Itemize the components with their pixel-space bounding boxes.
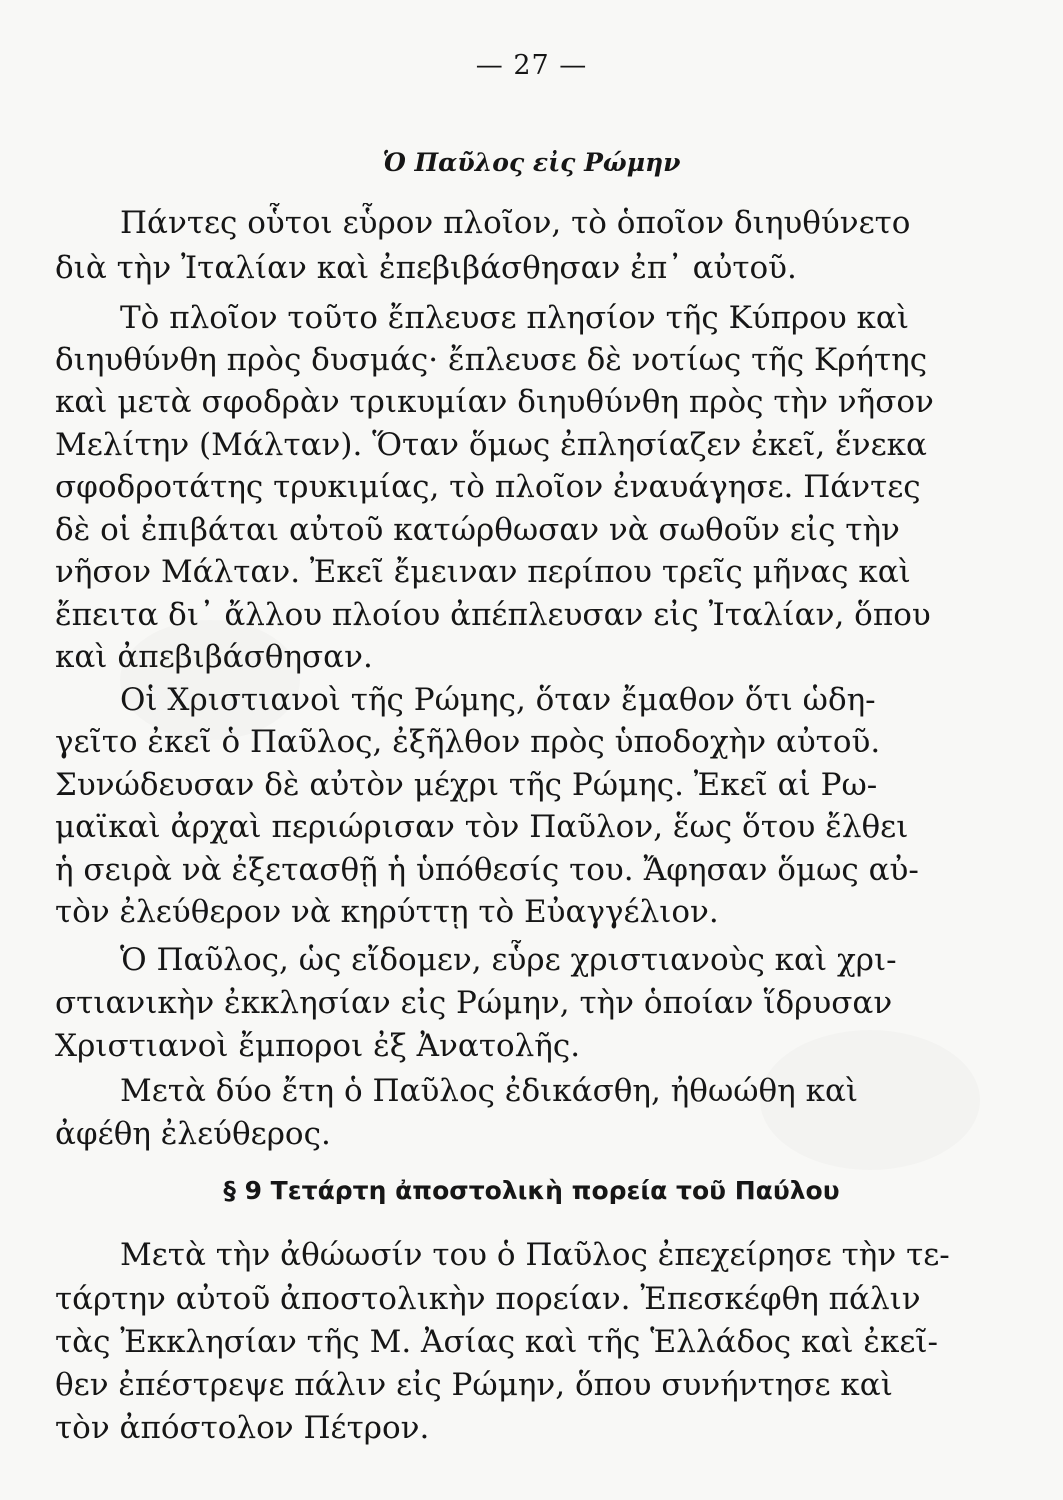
paragraph-line: τὸν ἐλεύθερον νὰ κηρύττῃ τὸ Εὐαγγέλιον.	[55, 894, 719, 930]
paragraph-line: Μετὰ δύο ἔτη ὁ Παῦλος ἐδικάσθη, ἠθωώθη καὶ	[120, 1073, 859, 1109]
paragraph-line: Τὸ πλοῖον τοῦτο ἔπλευσε πλησίον τῆς Κύπρου καὶ	[120, 300, 910, 336]
paragraph-line: νῆσον Μάλταν. Ἐκεῖ ἔμειναν περίπου τρεῖς μῆνας καὶ	[55, 554, 911, 590]
paragraph-line: Πάντες οὗτοι εὗρον πλοῖον, τὸ ὁποῖον διηυθύνετο	[120, 205, 911, 241]
paragraph-line: Συνώδευσαν δὲ αὐτὸν μέχρι τῆς Ρώμης. Ἐκεῖ αἱ Ρω-	[55, 767, 878, 803]
subsection-heading: § 9 Τετάρτη ἀποστολικὴ πορεία τοῦ Παύλου	[223, 1176, 840, 1205]
paragraph-line: στιανικὴν ἐκκλησίαν εἰς Ρώμην, τὴν ὁποίαν ἵδρυσαν	[55, 985, 893, 1021]
paragraph-line: Μελίτην (Μάλταν). Ὅταν ὅμως ἐπλησίαζεν ἐκεῖ, ἕνεκα	[55, 427, 927, 463]
section-line: τὰς Ἐκκλησίαν τῆς Μ. Ἀσίας καὶ τῆς Ἑλλάδος καὶ ἐκεῖ-	[55, 1324, 939, 1360]
section-line: τὸν ἀπόστολον Πέτρον.	[55, 1410, 430, 1446]
page-number: — 27 —	[475, 50, 588, 81]
section-line: τάρτην αὐτοῦ ἀποστολικὴν πορείαν. Ἐπεσκέφθη πάλιν	[55, 1281, 921, 1317]
paragraph-line: Ὁ Παῦλος, ὡς εἴδομεν, εὗρε χριστιανοὺς καὶ χρι-	[120, 942, 897, 978]
paragraph-line: ἡ σειρὰ νὰ ἐξετασθῇ ἡ ὑπόθεσίς του. Ἄφησαν ὅμως αὐ-	[55, 852, 919, 888]
paragraph-line: Χριστιανοὶ ἔμποροι ἐξ Ἀνατολῆς.	[55, 1028, 581, 1064]
paragraph-line: μαϊκαὶ ἀρχαὶ περιώρισαν τὸν Παῦλον, ἕως ὅτου ἔλθει	[55, 809, 909, 845]
section-heading: Ὁ Παῦλος εἰς Ρώμην	[382, 148, 681, 177]
paragraph-line: καὶ μετὰ σφοδρὰν τρικυμίαν διηυθύνθη πρὸς τὴν νῆσον	[55, 384, 934, 420]
paragraph-line: ἀφέθη ἐλεύθερος.	[55, 1116, 331, 1152]
section-line: Μετὰ τὴν ἀθώωσίν του ὁ Παῦλος ἐπεχείρησε τὴν τε-	[120, 1237, 950, 1273]
paragraph-line: διηυθύνθη πρὸς δυσμάς· ἔπλευσε δὲ νοτίως τῆς Κρήτης	[55, 342, 928, 378]
paragraph-line: Οἱ Χριστιανοὶ τῆς Ρώμης, ὅταν ἔμαθον ὅτι ὡδη-	[120, 682, 876, 718]
paragraph-line: γεῖτο ἐκεῖ ὁ Παῦλος, ἐξῆλθον πρὸς ὑποδοχὴν αὐτοῦ.	[55, 724, 881, 760]
paragraph-line: καὶ ἀπεβιβάσθησαν.	[55, 639, 373, 675]
paragraph-line: δὲ οἱ ἐπιβάται αὐτοῦ κατώρθωσαν νὰ σωθοῦν εἰς τὴν	[55, 512, 900, 548]
paragraph-line: σφοδροτάτης τρυκιμίας, τὸ πλοῖον ἐναυάγησε. Πάντες	[55, 469, 921, 505]
paragraph-line: ἔπειτα δι᾿ ἄλλου πλοίου ἀπέπλευσαν εἰς Ἰταλίαν, ὅπου	[55, 597, 931, 633]
paragraph-line: διὰ τὴν Ἰταλίαν καὶ ἐπεβιβάσθησαν ἐπ᾿ αὐτοῦ.	[55, 250, 797, 286]
section-line: θεν ἐπέστρεψε πάλιν εἰς Ρώμην, ὅπου συνήντησε καὶ	[55, 1367, 893, 1403]
